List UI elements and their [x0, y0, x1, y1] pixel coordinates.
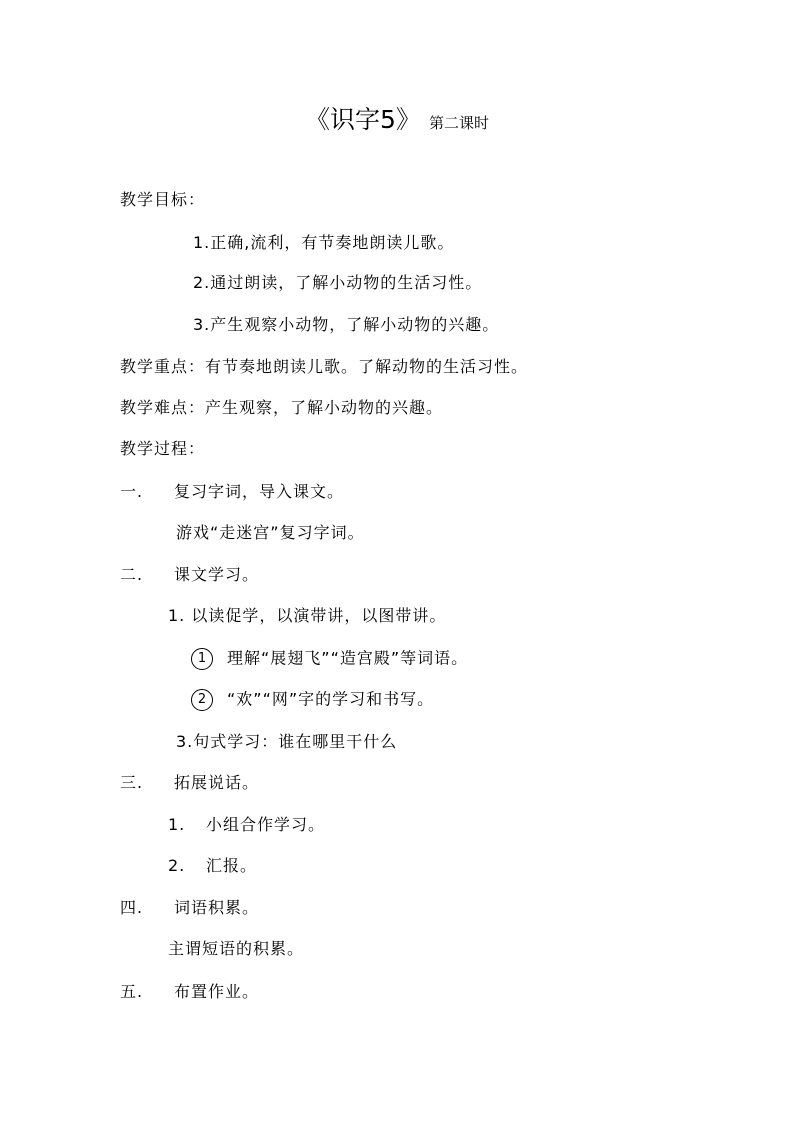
objectives-heading: 教学目标： [120, 190, 206, 209]
section-text: 词语积累。 [174, 898, 260, 917]
title-main: 《识字5》 [305, 105, 421, 134]
title-sub: 第二课时 [428, 114, 489, 132]
item-text: 汇报。 [206, 856, 258, 875]
section-5 [120, 982, 259, 1002]
section-2-sub-3: 3.句式学习：谁在哪里干什么 [176, 732, 398, 751]
section-marker: 一. [120, 482, 144, 501]
section-2-circled-2 [191, 689, 434, 711]
objective-item-1: 1.正确,流利，有节奏地朗读儿歌。 [193, 233, 455, 252]
section-2-circled-1 [191, 648, 468, 670]
key-point: 教学重点：有节奏地朗读儿歌。了解动物的生活习性。 [120, 357, 529, 376]
circled-item-text: “欢”“网”字的学习和书写。 [227, 689, 435, 709]
section-text: 拓展说话。 [174, 773, 260, 792]
section-marker: 四. [120, 898, 144, 917]
circled-number: 1 [191, 648, 213, 670]
section-1 [120, 482, 344, 502]
section-2-sub-1: 1. 以读促学，以演带讲，以图带讲。 [168, 606, 447, 625]
section-3-item-1 [168, 815, 325, 835]
section-text: 课文学习。 [174, 565, 260, 584]
section-marker: 五. [120, 982, 144, 1001]
circled-item-text: 理解“展翅飞”“造宫殿”等词语。 [227, 648, 469, 668]
difficulty: 教学难点：产生观察，了解小动物的兴趣。 [120, 398, 444, 417]
section-1-detail: 游戏“走迷宫”复习字词。 [176, 523, 365, 542]
objective-item-2: 2.通过朗读，了解小动物的生活习性。 [193, 273, 483, 292]
circled-number: 2 [191, 689, 213, 711]
item-marker: 2. [168, 856, 186, 875]
document-title [0, 100, 794, 136]
section-3-item-2 [168, 856, 257, 876]
process-heading: 教学过程： [120, 439, 206, 458]
section-text: 复习字词，导入课文。 [174, 482, 345, 501]
item-marker: 1. [168, 815, 186, 834]
section-4-detail: 主谓短语的积累。 [168, 939, 305, 958]
objective-item-3: 3.产生观察小动物，了解小动物的兴趣。 [193, 315, 500, 334]
section-4 [120, 898, 259, 918]
section-2 [120, 565, 259, 585]
item-text: 小组合作学习。 [206, 815, 326, 834]
section-text: 布置作业。 [174, 982, 260, 1001]
section-3 [120, 773, 259, 793]
section-marker: 二. [120, 565, 144, 584]
section-marker: 三. [120, 773, 144, 792]
